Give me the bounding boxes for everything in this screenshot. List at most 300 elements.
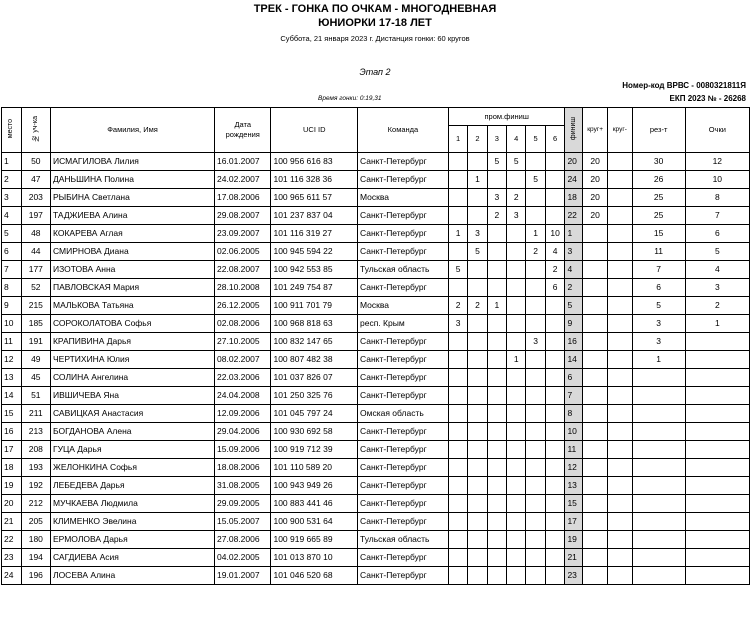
table-row (2, 261, 750, 279)
lap-minus-cell (607, 207, 632, 225)
lap-minus-cell (607, 333, 632, 351)
sprint-6-cell (545, 423, 565, 441)
table-row (2, 387, 750, 405)
sprint-2-cell (468, 369, 487, 387)
result-cell: 15 (632, 225, 685, 243)
sprint-1-cell (448, 243, 467, 261)
col-sprint-2: 2 (468, 126, 487, 153)
lap-minus-cell (607, 405, 632, 423)
sprint-4-cell (507, 459, 526, 477)
race-time: Время гонки: 0:19,31 (318, 95, 382, 102)
name-cell: СОЛИНА Ангелина (50, 369, 214, 387)
bib-number-cell: 51 (21, 387, 50, 405)
place-cell: 18 (2, 459, 22, 477)
finish-cell: 21 (565, 549, 583, 567)
col-sprint-5: 5 (526, 126, 545, 153)
sprint-4-cell: 1 (507, 351, 526, 369)
sprint-6-cell (545, 531, 565, 549)
dob-cell: 31.08.2005 (215, 477, 271, 495)
lap-plus-cell (583, 567, 608, 585)
lap-minus-cell (607, 531, 632, 549)
uci-id-cell: 100 956 616 83 (271, 153, 358, 171)
bib-number-cell: 208 (21, 441, 50, 459)
uci-id-cell: 101 250 325 76 (271, 387, 358, 405)
sprint-2-cell (468, 387, 487, 405)
place-cell: 21 (2, 513, 22, 531)
sprint-2-cell (468, 567, 487, 585)
name-cell: ИЗОТОВА Анна (50, 261, 214, 279)
col-sprint-1: 1 (448, 126, 467, 153)
lap-plus-cell: 20 (583, 153, 608, 171)
sprint-4-cell (507, 477, 526, 495)
bib-number-cell: 44 (21, 243, 50, 261)
name-cell: ЛЕБЕДЕВА Дарья (50, 477, 214, 495)
sprint-2-cell (468, 495, 487, 513)
bib-number-cell: 196 (21, 567, 50, 585)
sprint-3-cell (487, 495, 506, 513)
sprint-4-cell: 3 (507, 207, 526, 225)
team-cell: Санкт-Петербург (358, 567, 449, 585)
sprint-5-cell (526, 315, 545, 333)
sprint-4-cell (507, 279, 526, 297)
sprint-5-cell: 3 (526, 333, 545, 351)
sprint-5-cell (526, 405, 545, 423)
lap-minus-cell (607, 477, 632, 495)
team-cell: Санкт-Петербург (358, 351, 449, 369)
sprint-3-cell (487, 387, 506, 405)
sprint-2-cell (468, 279, 487, 297)
col-sprint-6: 6 (545, 126, 565, 153)
name-cell: РЫБИНА Светлана (50, 189, 214, 207)
lap-plus-cell: 20 (583, 171, 608, 189)
team-cell: Санкт-Петербург (358, 207, 449, 225)
sprint-1-cell (448, 351, 467, 369)
finish-cell: 18 (565, 189, 583, 207)
sprint-3-cell (487, 243, 506, 261)
table-row (2, 171, 750, 189)
finish-cell: 19 (565, 531, 583, 549)
lap-plus-cell (583, 333, 608, 351)
table-row (2, 495, 750, 513)
finish-cell: 6 (565, 369, 583, 387)
sprint-6-cell (545, 477, 565, 495)
sprint-3-cell (487, 405, 506, 423)
result-cell: 11 (632, 243, 685, 261)
sprint-3-cell: 3 (487, 189, 506, 207)
sprint-1-cell (448, 405, 467, 423)
sprint-1-cell (448, 477, 467, 495)
sprint-6-cell (545, 297, 565, 315)
sprint-3-cell (487, 441, 506, 459)
sprint-6-cell (545, 387, 565, 405)
lap-plus-cell: 20 (583, 189, 608, 207)
sprint-6-cell: 10 (545, 225, 565, 243)
result-cell (632, 423, 685, 441)
lap-minus-cell (607, 513, 632, 531)
sprint-1-cell (448, 567, 467, 585)
dob-cell: 02.06.2005 (215, 243, 271, 261)
sprint-6-cell (545, 549, 565, 567)
finish-cell: 20 (565, 153, 583, 171)
table-row (2, 369, 750, 387)
finish-cell: 12 (565, 459, 583, 477)
finish-cell: 11 (565, 441, 583, 459)
points-cell: 10 (685, 171, 749, 189)
table-row (2, 225, 750, 243)
dob-cell: 19.01.2007 (215, 567, 271, 585)
points-cell (685, 387, 749, 405)
result-cell (632, 369, 685, 387)
place-cell: 8 (2, 279, 22, 297)
result-cell: 26 (632, 171, 685, 189)
lap-plus-cell (583, 315, 608, 333)
place-cell: 24 (2, 567, 22, 585)
sprint-2-cell (468, 351, 487, 369)
team-cell: Санкт-Петербург (358, 243, 449, 261)
finish-cell: 2 (565, 279, 583, 297)
sprint-1-cell (448, 549, 467, 567)
table-row (2, 549, 750, 567)
lap-minus-cell (607, 171, 632, 189)
stage-label: Этап 2 (359, 67, 391, 77)
points-cell (685, 495, 749, 513)
result-cell (632, 567, 685, 585)
lap-plus-cell (583, 513, 608, 531)
col-finish: финиш (565, 108, 583, 153)
table-row (2, 189, 750, 207)
sprint-3-cell (487, 279, 506, 297)
table-row (2, 423, 750, 441)
place-cell: 23 (2, 549, 22, 567)
lap-plus-cell (583, 423, 608, 441)
points-cell: 3 (685, 279, 749, 297)
sprint-3-cell (487, 261, 506, 279)
sprint-5-cell (526, 459, 545, 477)
place-cell: 4 (2, 207, 22, 225)
name-cell: САГДИЕВА Асия (50, 549, 214, 567)
name-cell: МУЧКАЕВА Людмила (50, 495, 214, 513)
team-cell: Санкт-Петербург (358, 495, 449, 513)
sprint-6-cell (545, 459, 565, 477)
lap-plus-cell (583, 495, 608, 513)
place-cell: 11 (2, 333, 22, 351)
sprint-4-cell (507, 171, 526, 189)
sprint-6-cell (545, 513, 565, 531)
name-cell: ИВШИЧЕВА Яна (50, 387, 214, 405)
result-cell: 5 (632, 297, 685, 315)
sprint-2-cell (468, 315, 487, 333)
team-cell: Санкт-Петербург (358, 369, 449, 387)
dob-cell: 04.02.2005 (215, 549, 271, 567)
points-cell (685, 441, 749, 459)
team-cell: Санкт-Петербург (358, 171, 449, 189)
sprint-6-cell: 6 (545, 279, 565, 297)
sprint-6-cell (545, 441, 565, 459)
uci-id-cell: 101 110 589 20 (271, 459, 358, 477)
uci-id-cell: 100 943 949 26 (271, 477, 358, 495)
sprint-1-cell (448, 153, 467, 171)
sprint-3-cell: 5 (487, 153, 506, 171)
bib-number-cell: 205 (21, 513, 50, 531)
points-cell (685, 351, 749, 369)
place-cell: 2 (2, 171, 22, 189)
team-cell: Санкт-Петербург (358, 153, 449, 171)
sprint-6-cell (545, 189, 565, 207)
sprint-2-cell: 3 (468, 225, 487, 243)
sprint-4-cell (507, 243, 526, 261)
place-cell: 6 (2, 243, 22, 261)
dob-cell: 23.09.2007 (215, 225, 271, 243)
sprint-4-cell: 2 (507, 189, 526, 207)
uci-id-cell: 100 807 482 38 (271, 351, 358, 369)
dob-cell: 22.03.2006 (215, 369, 271, 387)
team-cell: Санкт-Петербург (358, 549, 449, 567)
dob-cell: 16.01.2007 (215, 153, 271, 171)
uci-id-cell: 101 013 870 10 (271, 549, 358, 567)
name-cell: КРАПИВИНА Дарья (50, 333, 214, 351)
lap-plus-cell (583, 459, 608, 477)
result-cell (632, 531, 685, 549)
lap-minus-cell (607, 423, 632, 441)
team-cell: Санкт-Петербург (358, 387, 449, 405)
sprint-4-cell (507, 297, 526, 315)
sprint-2-cell: 1 (468, 171, 487, 189)
dob-cell: 29.09.2005 (215, 495, 271, 513)
lap-plus-cell (583, 279, 608, 297)
sprint-5-cell (526, 369, 545, 387)
sprint-3-cell (487, 315, 506, 333)
finish-cell: 13 (565, 477, 583, 495)
sprint-5-cell: 1 (526, 225, 545, 243)
ekp-number: ЕКП 2023 № - 26268 (669, 94, 746, 103)
dob-cell: 29.08.2007 (215, 207, 271, 225)
finish-cell: 7 (565, 387, 583, 405)
sprint-4-cell (507, 423, 526, 441)
sprint-6-cell: 2 (545, 261, 565, 279)
lap-plus-cell (583, 441, 608, 459)
sprint-1-cell (448, 279, 467, 297)
sprint-2-cell (468, 333, 487, 351)
sprint-4-cell (507, 333, 526, 351)
bib-number-cell: 177 (21, 261, 50, 279)
uci-id-cell: 100 919 665 89 (271, 531, 358, 549)
sprint-6-cell: 4 (545, 243, 565, 261)
table-row (2, 441, 750, 459)
bib-number-cell: 52 (21, 279, 50, 297)
sprint-4-cell (507, 387, 526, 405)
points-cell: 7 (685, 207, 749, 225)
name-cell: САВИЦКАЯ Анастасия (50, 405, 214, 423)
sprint-5-cell (526, 423, 545, 441)
lap-minus-cell (607, 351, 632, 369)
dob-cell: 26.12.2005 (215, 297, 271, 315)
col-points: Очки (685, 108, 749, 153)
result-cell: 7 (632, 261, 685, 279)
sprint-3-cell: 1 (487, 297, 506, 315)
lap-minus-cell (607, 297, 632, 315)
points-cell: 8 (685, 189, 749, 207)
sprint-2-cell (468, 153, 487, 171)
place-cell: 13 (2, 369, 22, 387)
sprint-1-cell (448, 333, 467, 351)
sprint-3-cell (487, 369, 506, 387)
sprint-1-cell (448, 207, 467, 225)
lap-minus-cell (607, 495, 632, 513)
uci-id-cell: 100 911 701 79 (271, 297, 358, 315)
table-row (2, 297, 750, 315)
name-cell: ЧЕРТИХИНА Юлия (50, 351, 214, 369)
sprint-4-cell (507, 549, 526, 567)
sprint-6-cell (545, 207, 565, 225)
result-cell (632, 513, 685, 531)
place-cell: 14 (2, 387, 22, 405)
lap-plus-cell (583, 549, 608, 567)
lap-plus-cell (583, 369, 608, 387)
col-sprint-3: 3 (487, 126, 506, 153)
points-cell: 1 (685, 315, 749, 333)
points-cell (685, 531, 749, 549)
sprint-3-cell (487, 225, 506, 243)
uci-id-cell: 100 968 818 63 (271, 315, 358, 333)
lap-plus-cell (583, 477, 608, 495)
dob-cell: 15.05.2007 (215, 513, 271, 531)
sprint-5-cell (526, 261, 545, 279)
table-row (2, 405, 750, 423)
title-category: ЮНИОРКИ 17-18 ЛЕТ (318, 17, 432, 29)
team-cell: Москва (358, 297, 449, 315)
bib-number-cell: 185 (21, 315, 50, 333)
sprint-4-cell (507, 495, 526, 513)
table-row (2, 243, 750, 261)
lap-minus-cell (607, 369, 632, 387)
sprint-4-cell (507, 261, 526, 279)
col-team: Команда (358, 108, 449, 153)
lap-minus-cell (607, 225, 632, 243)
lap-plus-cell (583, 387, 608, 405)
sprint-5-cell (526, 549, 545, 567)
sprint-3-cell (487, 171, 506, 189)
place-cell: 9 (2, 297, 22, 315)
bib-number-cell: 197 (21, 207, 50, 225)
place-cell: 17 (2, 441, 22, 459)
results-body (2, 153, 750, 585)
bib-number-cell: 193 (21, 459, 50, 477)
table-row (2, 351, 750, 369)
dob-cell: 27.08.2006 (215, 531, 271, 549)
sprint-2-cell (468, 513, 487, 531)
name-cell: ГУЦА Дарья (50, 441, 214, 459)
name-cell: ЖЕЛОНКИНА Софья (50, 459, 214, 477)
sprint-1-cell (448, 387, 467, 405)
sprint-1-cell (448, 171, 467, 189)
sprint-2-cell: 5 (468, 243, 487, 261)
team-cell: Санкт-Петербург (358, 477, 449, 495)
finish-cell: 4 (565, 261, 583, 279)
place-cell: 7 (2, 261, 22, 279)
name-cell: КОКАРЕВА Аглая (50, 225, 214, 243)
sprint-5-cell (526, 279, 545, 297)
sprint-5-cell (526, 387, 545, 405)
col-intermediate-finish: пром.финиш (448, 108, 565, 126)
lap-plus-cell (583, 351, 608, 369)
lap-plus-cell (583, 243, 608, 261)
dob-cell: 17.08.2006 (215, 189, 271, 207)
sprint-5-cell (526, 513, 545, 531)
lap-plus-cell: 20 (583, 207, 608, 225)
dob-cell: 08.02.2007 (215, 351, 271, 369)
finish-cell: 5 (565, 297, 583, 315)
finish-cell: 17 (565, 513, 583, 531)
team-cell: Тульская область (358, 531, 449, 549)
team-cell: Санкт-Петербург (358, 225, 449, 243)
sprint-1-cell (448, 513, 467, 531)
finish-cell: 3 (565, 243, 583, 261)
dob-cell: 18.08.2006 (215, 459, 271, 477)
result-cell: 3 (632, 315, 685, 333)
name-cell: ЛОСЕВА Алина (50, 567, 214, 585)
sprint-5-cell (526, 351, 545, 369)
vrvs-code: Номер-код ВРВС - 0080321811Я (622, 81, 746, 90)
result-cell (632, 405, 685, 423)
points-cell: 4 (685, 261, 749, 279)
sprint-3-cell: 2 (487, 207, 506, 225)
name-cell: ПАВЛОВСКАЯ Мария (50, 279, 214, 297)
bib-number-cell: 50 (21, 153, 50, 171)
sprint-6-cell (545, 153, 565, 171)
table-row (2, 315, 750, 333)
lap-minus-cell (607, 153, 632, 171)
col-place: место (2, 108, 22, 153)
points-cell: 12 (685, 153, 749, 171)
sprint-4-cell (507, 531, 526, 549)
team-cell: респ. Крым (358, 315, 449, 333)
bib-number-cell: 180 (21, 531, 50, 549)
sprint-1-cell (448, 441, 467, 459)
sprint-6-cell (545, 369, 565, 387)
sprint-2-cell (468, 549, 487, 567)
uci-id-cell: 100 942 553 85 (271, 261, 358, 279)
sprint-6-cell (545, 567, 565, 585)
uci-id-cell: 101 237 837 04 (271, 207, 358, 225)
team-cell: Санкт-Петербург (358, 333, 449, 351)
sprint-4-cell (507, 405, 526, 423)
sprint-1-cell: 3 (448, 315, 467, 333)
col-lap-minus: круг- (607, 108, 632, 153)
points-cell (685, 477, 749, 495)
points-cell: 2 (685, 297, 749, 315)
sprint-4-cell (507, 369, 526, 387)
sprint-4-cell (507, 513, 526, 531)
points-cell: 5 (685, 243, 749, 261)
sprint-5-cell (526, 441, 545, 459)
table-row (2, 279, 750, 297)
subtitle-date-distance: Суббота, 21 января 2023 г. Дистанция гонки: 60 кругов (280, 34, 470, 43)
col-number: № уч-ка (21, 108, 50, 153)
sprint-1-cell (448, 459, 467, 477)
name-cell: ЕРМОЛОВА Дарья (50, 531, 214, 549)
col-lap-plus: круг+ (583, 108, 608, 153)
dob-cell: 28.10.2008 (215, 279, 271, 297)
result-cell: 25 (632, 189, 685, 207)
lap-minus-cell (607, 387, 632, 405)
sprint-1-cell: 5 (448, 261, 467, 279)
sprint-4-cell (507, 441, 526, 459)
sprint-2-cell (468, 441, 487, 459)
col-name: Фамилия, Имя (50, 108, 214, 153)
finish-cell: 10 (565, 423, 583, 441)
lap-minus-cell (607, 189, 632, 207)
table-row (2, 459, 750, 477)
